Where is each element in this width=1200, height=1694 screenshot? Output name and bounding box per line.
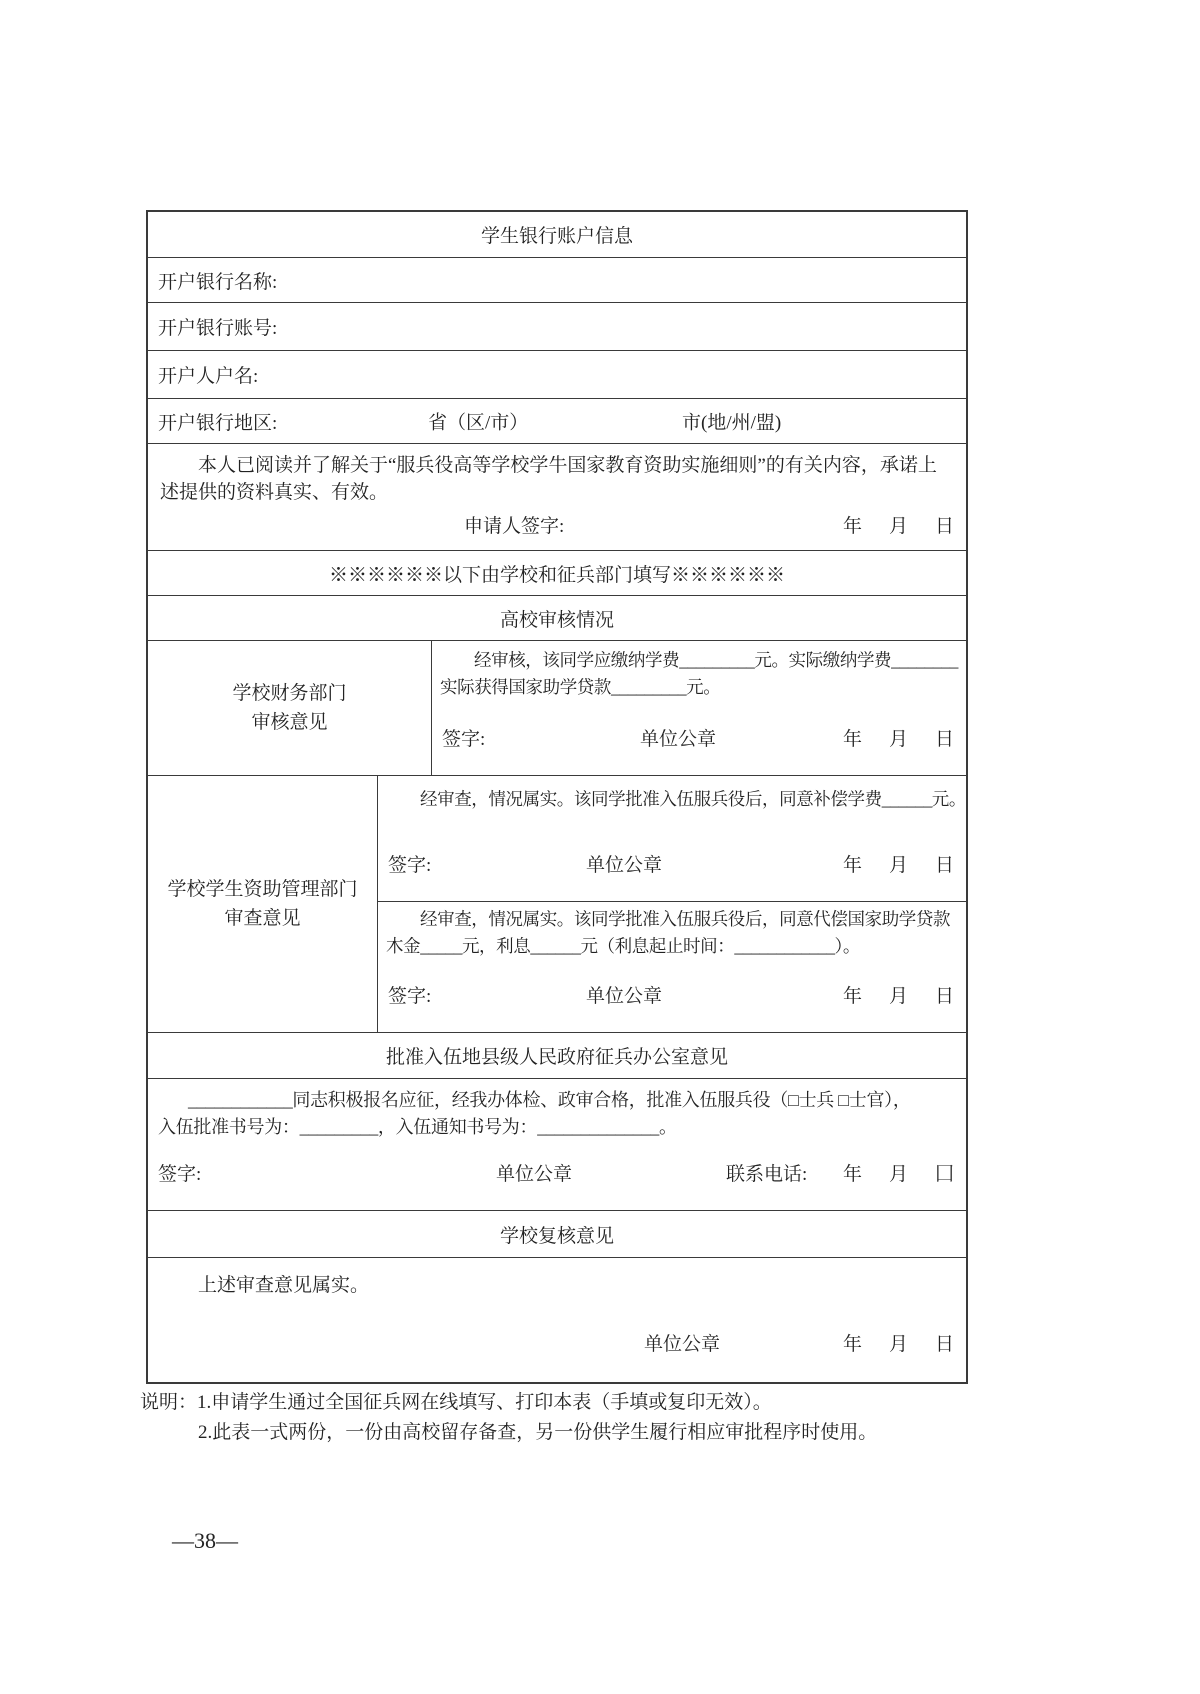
day-label: 日 <box>934 986 954 1007</box>
bank-name-row <box>148 257 966 302</box>
aid-opinion-column <box>378 776 966 1032</box>
finance-body-line1: 经审核，该同学应缴纳学费_________元。实际缴纳学费________ <box>474 650 958 670</box>
bank-account-label: 开户银行账号: <box>158 318 278 339</box>
aid-loan-body-line1: 经审查，情况属实。该同学批准入伍服兵役后，同意代偿国家助学贷款 <box>420 908 951 929</box>
year-label: 年 <box>842 1334 862 1355</box>
conscription-body-line1: ____________同志积极报名应征，经我办体检、政审合格，批准入伍服兵役（□士兵 □士官）， <box>188 1090 911 1110</box>
month-label: 月 <box>888 1334 908 1355</box>
date-fields <box>843 511 966 538</box>
holder-name-label: 开户人户名: <box>158 366 259 387</box>
fill-by-school-divider-text: ※※※※※※以下由学校和征兵部门填写※※※※※※ <box>328 564 785 586</box>
bank-account-row <box>148 302 966 350</box>
day-label: 日 <box>934 729 954 750</box>
note-line-2: 2.此表一式两份，一份由高校留存备查，另一份供学生履行相应审批程序时使用。 <box>198 1422 878 1443</box>
finance-sign-line <box>432 724 966 751</box>
university-review-title: 高校审核情况 <box>499 609 614 631</box>
seal-label: 单位公章 <box>496 1164 573 1185</box>
applicant-sign-line <box>148 511 966 538</box>
year-label: 年 <box>842 854 862 876</box>
finance-dept-cell <box>148 641 432 775</box>
declaration-text: 本人已阅读并了解关于“服兵役高等学校学牛国家教育资助实施细则”的有关内容，承诺上述提供的资料真实、有效。 <box>160 455 937 503</box>
applicant-sign-label: 申请人签字: <box>464 516 565 537</box>
bank-info-title: 学生银行账户信息 <box>480 226 633 247</box>
day-label: 囗 <box>934 1164 954 1185</box>
month-label: 月 <box>888 516 908 537</box>
seal-label: 单位公章 <box>586 854 663 876</box>
aid-review-row <box>148 775 966 1032</box>
month-label: 月 <box>888 986 908 1007</box>
aid-tuition-cell <box>378 776 966 901</box>
school-recheck-header-row <box>148 1210 966 1257</box>
finance-review-row <box>148 640 966 775</box>
page-number: —38— <box>172 1528 238 1553</box>
bank-region-label: 开户银行地区: <box>158 412 278 434</box>
finance-opinion-cell <box>432 641 966 775</box>
phone-label: 联系电话: <box>726 1164 808 1185</box>
aid-tuition-body: 经审查，情况属实。该同学批准入伍服兵役后，同意补偿学费______元。 <box>420 789 966 809</box>
date-fields <box>843 850 966 877</box>
note-line-1: 说明：1.申请学生通过全国征兵网在线填写、打印本表（手填或复印无效）。 <box>140 1392 772 1413</box>
sign-label: 签字: <box>388 854 432 876</box>
sign-label: 签字: <box>158 1164 202 1185</box>
conscription-sign-line <box>148 1159 966 1186</box>
finance-dept-name: 学校财务部门 <box>232 683 347 704</box>
seal-label: 单位公章 <box>640 729 717 750</box>
date-fields <box>843 981 966 1008</box>
aid-loan-cell <box>378 901 966 1032</box>
aid-tuition-sign-line <box>378 850 966 877</box>
form-notes <box>140 1388 877 1448</box>
month-label: 月 <box>888 854 908 876</box>
conscription-office-header-row <box>148 1032 966 1078</box>
year-label: 年 <box>842 516 862 537</box>
seal-label: 单位公章 <box>586 986 663 1007</box>
aid-dept-opinion-label: 审查意见 <box>224 908 301 929</box>
application-form-table <box>146 210 968 1384</box>
school-recheck-body-text: 上述审查意见属实。 <box>198 1275 370 1296</box>
school-recheck-body-row <box>148 1257 966 1382</box>
holder-name-row <box>148 350 966 398</box>
date-fields <box>843 724 966 751</box>
sign-label: 签字: <box>442 729 486 750</box>
year-label: 年 <box>842 729 862 750</box>
year-label: 年 <box>842 1164 862 1185</box>
year-label: 年 <box>842 986 862 1007</box>
bank-name-label: 开户银行名称: <box>158 271 278 293</box>
sign-label: 签字: <box>388 986 432 1007</box>
conscription-office-body-row <box>148 1078 966 1210</box>
date-fields <box>843 1329 966 1356</box>
date-fields <box>843 1159 966 1186</box>
aid-loan-sign-line <box>378 981 966 1008</box>
university-review-header-row <box>148 595 966 640</box>
aid-dept-name: 学校学生资助管理部门 <box>167 879 358 900</box>
day-label: 日 <box>934 1334 954 1355</box>
seal-label: 单位公章 <box>644 1334 721 1355</box>
fill-by-school-divider-row <box>148 550 966 595</box>
declaration-row <box>148 443 966 550</box>
region-province-label: 省（区/市） <box>428 412 529 434</box>
school-recheck-seal-line <box>148 1329 966 1356</box>
section-bank-info-title <box>148 212 966 257</box>
aid-loan-body-line2: 木金_____元，利息______元（利息起止时间：____________）。 <box>386 935 860 956</box>
region-city-label: 市(地/州/盟) <box>682 412 782 434</box>
conscription-office-title: 批准入伍地县级人民政府征兵办公室意见 <box>385 1047 728 1068</box>
month-label: 月 <box>888 1164 908 1185</box>
day-label: 日 <box>934 854 954 876</box>
conscription-body-line2: 入伍批准书号为：_________，入伍通知书号为：______________。 <box>158 1117 677 1137</box>
day-label: 日 <box>934 516 954 537</box>
finance-dept-opinion-label: 审核意见 <box>251 712 328 733</box>
aid-dept-cell <box>148 776 378 1032</box>
month-label: 月 <box>888 729 908 750</box>
finance-body-line2: 实际获得国家助学贷款_________元。 <box>440 677 721 697</box>
bank-region-row <box>148 398 966 443</box>
school-recheck-title: 学校复核意见 <box>499 1225 614 1247</box>
